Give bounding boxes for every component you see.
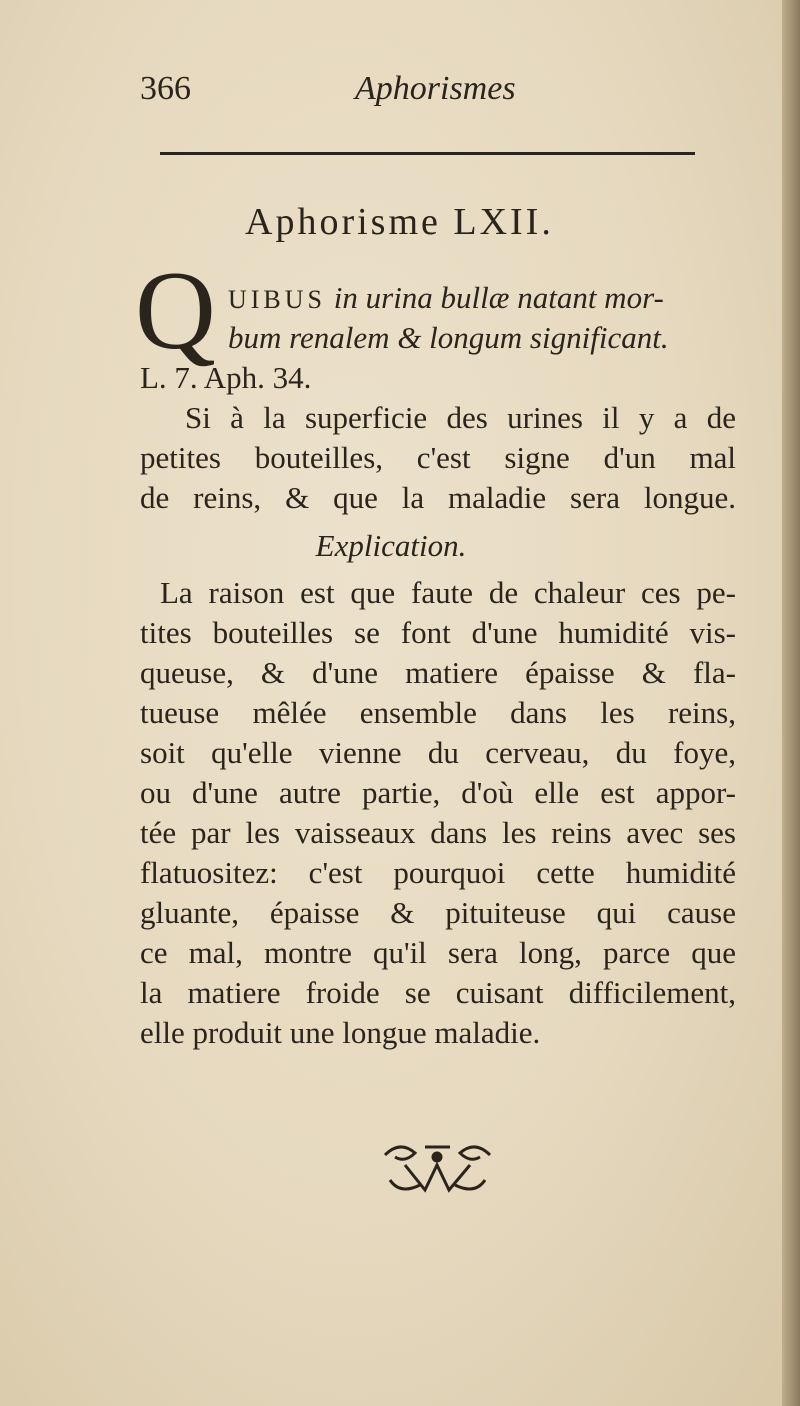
latin-smallcaps: UIBUS bbox=[228, 285, 327, 314]
explanation-line: la matiere froide se cuisant difficilement, bbox=[140, 975, 736, 1010]
explanation-line: flatuositez: c'est pourquoi cette humidité bbox=[140, 855, 736, 890]
explanation-line: tueuse mêlée ensemble dans les reins, bbox=[140, 695, 736, 730]
explanation-line: ce mal, montre qu'il sera long, parce que bbox=[140, 935, 736, 970]
explanation-line: ou d'une autre partie, d'où elle est appor- bbox=[140, 775, 736, 810]
printers-ornament-icon bbox=[375, 1135, 500, 1200]
explanation-line: soit qu'elle vienne du cerveau, du foye, bbox=[140, 735, 736, 770]
explanation-line: gluante, épaisse & pituiteuse qui cause bbox=[140, 895, 736, 930]
running-head: Aphorismes bbox=[355, 70, 516, 107]
header-rule bbox=[160, 152, 695, 155]
page-number: 366 bbox=[140, 70, 191, 107]
explanation-heading: Explication. bbox=[315, 528, 467, 563]
latin-line-1 bbox=[228, 280, 664, 316]
page-edge bbox=[782, 0, 800, 1406]
french-line: de reins, & que la maladie sera longue. bbox=[140, 480, 736, 515]
latin-line-2 bbox=[228, 320, 669, 356]
explanation-line: queuse, & d'une matiere épaisse & fla- bbox=[140, 655, 736, 690]
french-line: petites bouteilles, c'est signe d'un mal bbox=[140, 440, 736, 475]
aphorism-reference: L. 7. Aph. 34. bbox=[140, 360, 312, 395]
page-header bbox=[140, 70, 720, 120]
explanation-line: tée par les vaisseaux dans les reins avec ses bbox=[140, 815, 736, 850]
latin-italic-1: in urina bullæ natant mor- bbox=[333, 280, 664, 315]
drop-cap: Q bbox=[135, 249, 216, 373]
latin-italic-2: bum renalem & longum significant. bbox=[228, 320, 669, 355]
explanation-line: tites bouteilles se font d'une humidité vis- bbox=[140, 615, 736, 650]
explanation-line: La raison est que faute de chaleur ces pe- bbox=[160, 575, 736, 610]
explanation-line: elle produit une longue maladie. bbox=[140, 1015, 541, 1050]
french-line: Si à la superficie des urines il y a de bbox=[185, 400, 736, 435]
aphorism-title: Aphorisme LXII. bbox=[245, 201, 554, 243]
